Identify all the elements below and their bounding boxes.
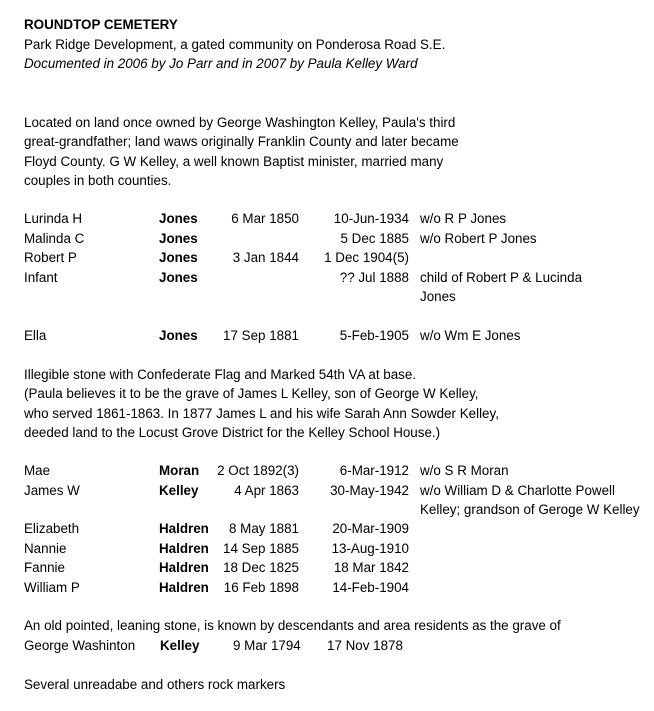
first-name: Elizabeth	[24, 521, 80, 536]
last-name: Moran	[159, 463, 200, 478]
illegible-line: (Paula believes it to be the grave of James L Kelley, son of George W Kelley,	[24, 386, 479, 401]
note: w/o Robert P Jones	[420, 231, 537, 246]
first-name: Lurinda H	[24, 211, 83, 226]
death-date: 18 Mar 1842	[333, 560, 409, 575]
last-name: Kelley	[160, 638, 200, 653]
location-line: Park Ridge Development, a gated community on Ponderosa Road S.E.	[24, 37, 446, 52]
pointed-stone-line: An old pointed, leaning stone, is known by descendants and area residents as the grave of	[24, 618, 561, 633]
note-continued: Kelley; grandson of Geroge W Kelley	[420, 502, 640, 517]
first-name: Robert P	[24, 250, 77, 265]
birth-date: 18 Dec 1825	[223, 560, 299, 575]
death-date: 30-May-1942	[330, 483, 409, 498]
birth-date: 8 May 1881	[229, 521, 299, 536]
intro-line: great-grandfather; land waws originally Franklin County and later became	[24, 134, 459, 149]
illegible-line: deeded land to the Locust Grove District for the Kelley School House.)	[24, 425, 441, 440]
note: w/o R P Jones	[420, 211, 507, 226]
intro-line: couples in both counties.	[24, 173, 172, 188]
last-name: Jones	[159, 328, 198, 343]
first-name: William P	[24, 580, 80, 595]
first-name: Fannie	[24, 560, 65, 575]
last-name: Haldren	[159, 541, 209, 556]
documented-line: Documented in 2006 by Jo Parr and in 2007 by Paula Kelley Ward	[24, 56, 418, 71]
birth-date: 6 Mar 1850	[231, 211, 299, 226]
death-date: 5-Feb-1905	[339, 328, 409, 343]
page-title: ROUNDTOP CEMETERY	[24, 17, 178, 32]
illegible-line: Illegible stone with Confederate Flag and Marked 54th VA at base.	[24, 367, 417, 382]
first-name: Nannie	[24, 541, 67, 556]
note: child of Robert P & Lucinda	[420, 270, 583, 285]
first-name: Ella	[24, 328, 47, 343]
first-name: George Washinton	[24, 638, 136, 653]
birth-date: 4 Apr 1863	[234, 483, 299, 498]
last-name: Haldren	[159, 580, 209, 595]
footer-note: Several unreadabe and others rock markers	[24, 677, 286, 692]
death-date: 6-Mar-1912	[339, 463, 409, 478]
last-name: Jones	[159, 211, 198, 226]
last-name: Jones	[159, 231, 198, 246]
intro-line: Located on land once owned by George Washington Kelley, Paula's third	[24, 115, 456, 130]
death-date: 20-Mar-1909	[332, 521, 409, 536]
death-date: 10-Jun-1934	[333, 211, 409, 226]
note: w/o S R Moran	[420, 463, 509, 478]
note: w/o Wm E Jones	[420, 328, 521, 343]
last-name: Jones	[159, 270, 198, 285]
death-date: 17 Nov 1878	[327, 638, 403, 653]
first-name: James W	[24, 483, 80, 498]
intro-line: Floyd County. G W Kelley, a well known Baptist minister, married many	[24, 154, 444, 169]
death-date: ?? Jul 1888	[339, 270, 409, 285]
death-date: 14-Feb-1904	[332, 580, 409, 595]
last-name: Haldren	[159, 560, 209, 575]
note: w/o William D & Charlotte Powell	[420, 483, 615, 498]
birth-date: 9 Mar 1794	[233, 638, 301, 653]
birth-date: 3 Jan 1844	[232, 250, 299, 265]
first-name: Mae	[24, 463, 51, 478]
first-name: Malinda C	[24, 231, 85, 246]
death-date: 1 Dec 1904(5)	[324, 250, 409, 265]
last-name: Jones	[159, 250, 198, 265]
birth-date: 2 Oct 1892(3)	[217, 463, 299, 478]
birth-date: 14 Sep 1885	[223, 541, 299, 556]
death-date: 5 Dec 1885	[340, 231, 409, 246]
first-name: Infant	[24, 270, 58, 285]
death-date: 13-Aug-1910	[331, 541, 409, 556]
birth-date: 16 Feb 1898	[223, 580, 299, 595]
illegible-line: who served 1861-1863. In 1877 James L and his wife Sarah Ann Sowder Kelley,	[24, 406, 499, 421]
last-name: Haldren	[159, 521, 209, 536]
note-continued: Jones	[420, 289, 456, 304]
last-name: Kelley	[159, 483, 199, 498]
birth-date: 17 Sep 1881	[223, 328, 299, 343]
